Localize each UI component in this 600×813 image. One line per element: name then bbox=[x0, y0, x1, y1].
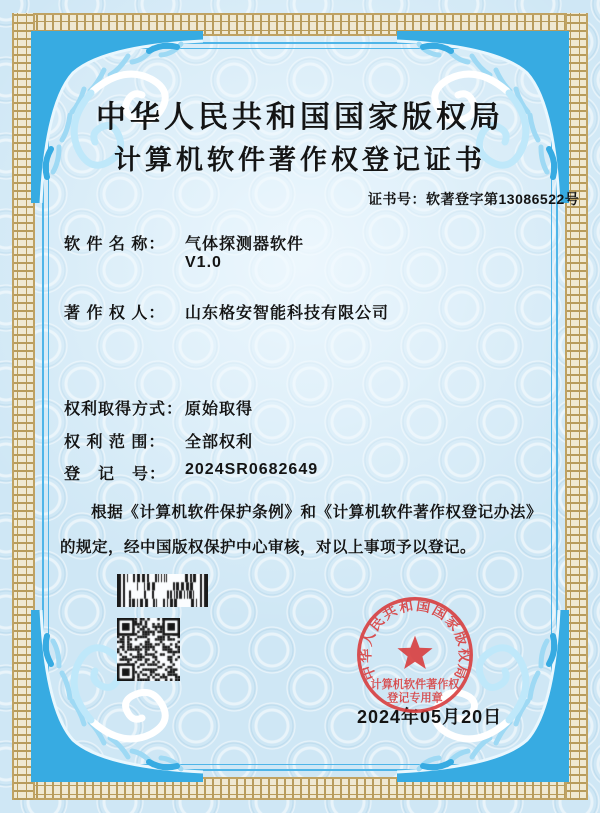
seal-ring-text: 中华人民共和国国家版权局 bbox=[357, 596, 473, 683]
field-label-acquisition-method: 权利取得方式： bbox=[64, 401, 184, 418]
field-label-registration-number: 登 记 号： bbox=[64, 466, 167, 483]
certificate-number-value: 软著登字第13086522号 bbox=[426, 191, 580, 207]
seal-text-line2: 登记专用章 bbox=[387, 692, 443, 705]
seal-star-icon bbox=[397, 636, 432, 669]
official-seal bbox=[352, 592, 478, 718]
field-value-rights-scope: 全部权利 bbox=[185, 434, 254, 451]
field-value-software-name: 气体探测器软件 bbox=[185, 236, 305, 253]
field-label-software-name: 软 件 名 称： bbox=[64, 236, 166, 253]
issue-date: 2024年05月20日 bbox=[357, 707, 503, 727]
field-value-acquisition-method: 原始取得 bbox=[185, 401, 254, 418]
seal-text-line1: 计算机软件著作权 bbox=[370, 678, 460, 691]
issuer-title: 中华人民共和国国家版权局 bbox=[96, 101, 504, 134]
certificate-number-label: 证书号： bbox=[368, 191, 426, 207]
certificate-number bbox=[368, 189, 579, 209]
field-label-rights-scope: 权 利 范 围： bbox=[64, 434, 166, 451]
qr-code bbox=[117, 618, 180, 681]
registration-statement: 根据《计算机软件保护条例》和《计算机软件著作权登记办法》的规定，经中国版权保护中心审核，对以上事项予以登记。 bbox=[60, 504, 542, 556]
certificate-title: 计算机软件著作权登记证书 bbox=[114, 145, 486, 175]
field-value-version: V1.0 bbox=[185, 254, 222, 271]
field-value-registration-number: 2024SR0682649 bbox=[185, 461, 319, 478]
field-label-copyright-owner: 著 作 权 人： bbox=[64, 305, 166, 322]
field-value-copyright-owner: 山东格安智能科技有限公司 bbox=[185, 305, 390, 322]
pdf417-barcode bbox=[117, 574, 208, 607]
